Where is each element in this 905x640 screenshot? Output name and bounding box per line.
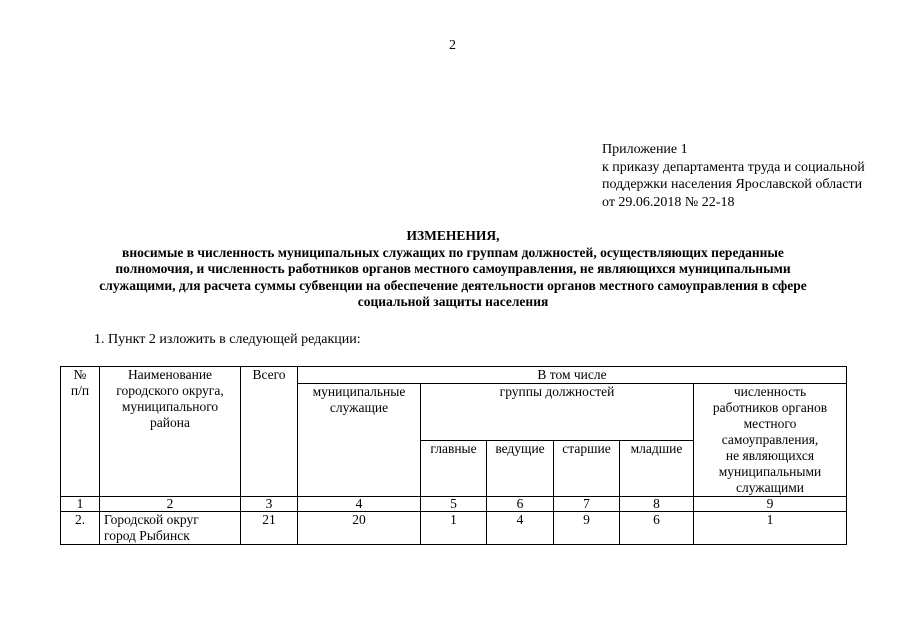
cell-name bbox=[100, 512, 241, 545]
cell-senior: 9 bbox=[554, 512, 620, 545]
column-number: 2 bbox=[100, 497, 241, 512]
appendix-line: к приказу департамента труда и социальной bbox=[602, 159, 865, 175]
header-text: самоуправления, bbox=[721, 432, 819, 447]
column-number: 4 bbox=[298, 497, 421, 512]
header-cell-name bbox=[100, 367, 241, 497]
title-line: служащими, для расчета суммы субвенции на обеспечение деятельности органов местного самоуправления в сфере bbox=[99, 277, 807, 293]
cell-junior: 6 bbox=[620, 512, 694, 545]
column-number: 1 bbox=[61, 497, 100, 512]
header-cell-including: В том числе bbox=[298, 367, 847, 384]
page-number: 2 bbox=[449, 38, 456, 53]
column-number: 5 bbox=[421, 497, 487, 512]
cell-text: Городской округ bbox=[104, 512, 199, 527]
header-cell-groups: группы должностей bbox=[421, 384, 694, 441]
column-number-row bbox=[61, 497, 847, 512]
header-text: служащие bbox=[329, 400, 389, 415]
header-cell-workers bbox=[694, 384, 847, 497]
cell-text: город Рыбинск bbox=[104, 528, 190, 543]
header-cell-leading: ведущие bbox=[487, 440, 554, 497]
paragraph-text: 1. Пункт 2 изложить в следующей редакции: bbox=[94, 332, 361, 347]
appendix-line: Приложение 1 bbox=[602, 142, 688, 157]
header-cell-total: Всего bbox=[241, 367, 298, 497]
header-row bbox=[61, 367, 847, 384]
header-cell-main: главные bbox=[421, 440, 487, 497]
header-cell-junior: младшие bbox=[620, 440, 694, 497]
header-text: не являющихся bbox=[725, 448, 815, 463]
cell-total: 21 bbox=[241, 512, 298, 545]
header-text: муниципальными bbox=[718, 464, 822, 479]
header-cell-senior: старшие bbox=[554, 440, 620, 497]
table-row bbox=[61, 512, 847, 545]
column-number: 7 bbox=[554, 497, 620, 512]
header-cell-municipal bbox=[298, 384, 421, 497]
column-number: 3 bbox=[241, 497, 298, 512]
appendix-line: от 29.06.2018 № 22-18 bbox=[602, 194, 735, 210]
appendix-line: поддержки населения Ярославской области bbox=[602, 177, 863, 192]
header-text: муниципального bbox=[121, 399, 219, 414]
column-number: 9 bbox=[694, 497, 847, 512]
appendix-block bbox=[602, 141, 865, 211]
header-text: № bbox=[73, 367, 87, 382]
title-line: полномочия, и численность работников органов местного самоуправления, не являющихся муниципальными bbox=[115, 261, 791, 276]
title-line: вносимые в численность муниципальных служащих по группам должностей, осуществляющих переданные bbox=[122, 244, 784, 260]
header-text: служащими bbox=[735, 480, 804, 495]
header-text: п/п bbox=[70, 383, 90, 398]
title-heading: ИЗМЕНЕНИЯ, bbox=[406, 228, 500, 243]
cell-num: 2. bbox=[61, 512, 100, 545]
cell-main: 1 bbox=[421, 512, 487, 545]
header-text: работников органов bbox=[712, 400, 828, 415]
cell-leading: 4 bbox=[487, 512, 554, 545]
header-text: городского округа, bbox=[116, 383, 224, 398]
header-text: местного bbox=[743, 416, 797, 431]
header-text: численность bbox=[733, 384, 807, 399]
header-text: Наименование bbox=[127, 367, 213, 382]
header-cell-num bbox=[61, 367, 100, 497]
cell-workers: 1 bbox=[694, 512, 847, 545]
header-text: района bbox=[150, 415, 190, 430]
title-line: социальной защиты населения bbox=[357, 294, 549, 309]
document-title bbox=[60, 228, 846, 311]
column-number: 6 bbox=[487, 497, 554, 512]
cell-municipal: 20 bbox=[298, 512, 421, 545]
header-text: муниципальные bbox=[312, 384, 406, 399]
changes-table bbox=[60, 366, 847, 545]
column-number: 8 bbox=[620, 497, 694, 512]
